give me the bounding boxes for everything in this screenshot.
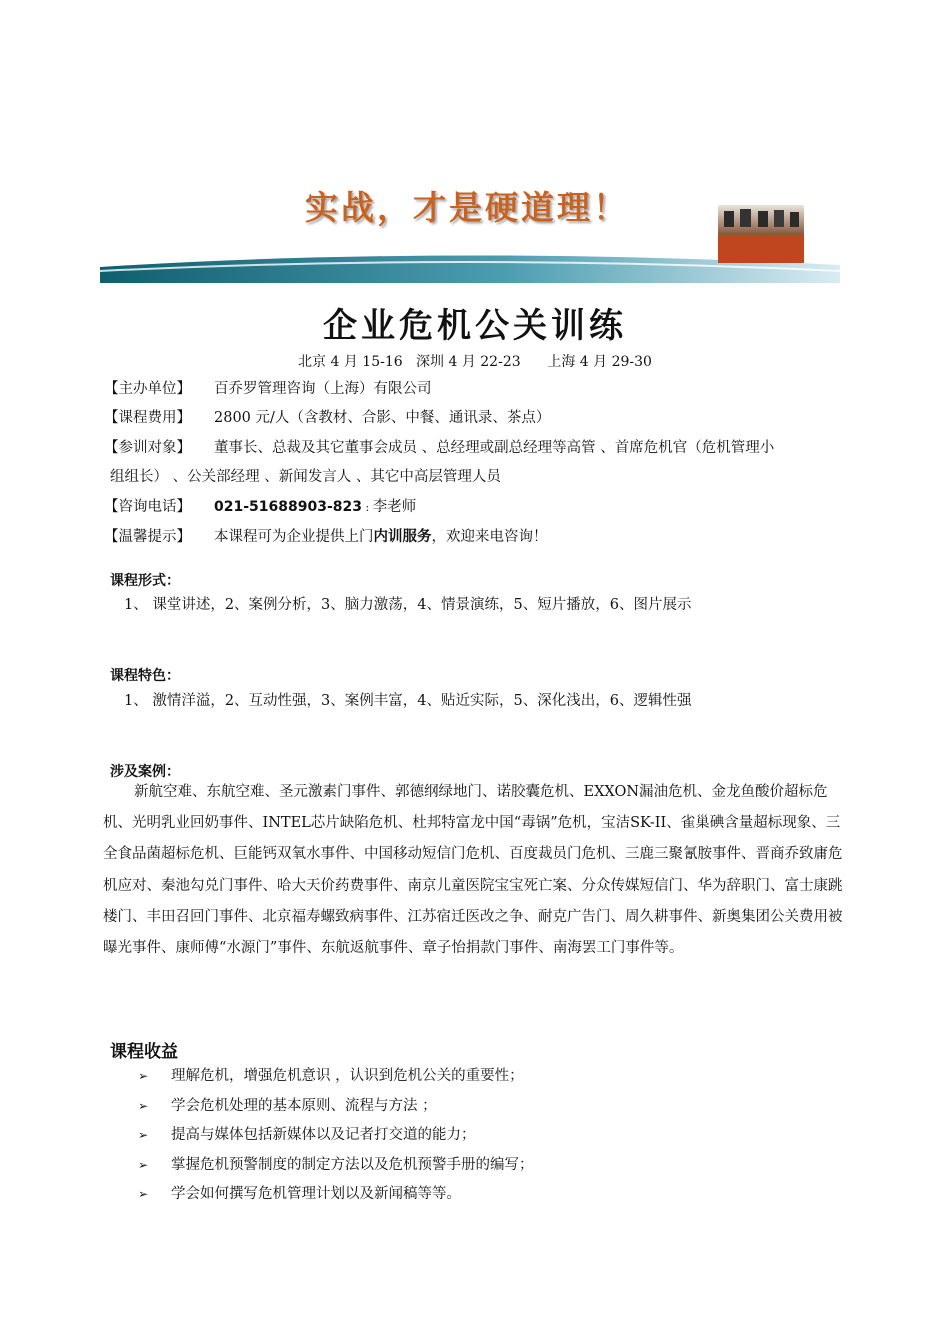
list-item xyxy=(138,1121,534,1151)
info-value: 百乔罗管理咨询（上海）有限公司 xyxy=(214,381,432,397)
arrow-bullet-icon: ➢ xyxy=(138,1128,149,1142)
contact-name: 李老师 xyxy=(372,499,417,515)
info-value-tail: ，欢迎来电咨询！ xyxy=(431,529,548,545)
benefit-text: 学会危机处理的基本原则、流程与方法 ； xyxy=(171,1097,437,1114)
info-label: 【咨询电话】 xyxy=(104,499,191,515)
info-label: 【参训对象】 xyxy=(104,440,191,456)
features-body: 1、 激情洋溢，2、互动性强，3、案例丰富，4、贴近实际，5、深化浅出，6、逻辑性强 xyxy=(124,693,692,709)
info-audience-cont xyxy=(110,463,501,492)
meeting-photo xyxy=(718,205,804,263)
info-fee xyxy=(104,404,550,433)
info-label: 【温馨提示】 xyxy=(104,529,191,545)
cases-heading: 涉及案例： xyxy=(110,764,180,780)
arrow-bullet-icon: ➢ xyxy=(138,1069,149,1083)
arrow-bullet-icon: ➢ xyxy=(138,1157,149,1172)
schedule-line: 北京 4 月 15-16 深圳 4 月 22-23 上海 4 月 29-30 xyxy=(298,354,652,370)
format-body: 1、 课堂讲述，2、案例分析，3、脑力激荡，4、情景演练，5、短片播放，6、图片展示 xyxy=(124,597,692,613)
benefit-text: 掌握危机预警制度的制定方法以及危机预警手册的编写； xyxy=(171,1156,534,1173)
format-heading: 课程形式： xyxy=(110,573,180,589)
info-phone: 【咨询电话】 021-51688903-823 : 李老师 xyxy=(104,493,416,522)
benefit-text: 理解危机，增强危机意识 ，认识到危机公关的重要性； xyxy=(171,1068,524,1084)
info-value: 2800 元/人（含教材、合影、中餐、通讯录、茶点） xyxy=(214,410,551,426)
features-heading: 课程特色： xyxy=(110,668,180,684)
list-item xyxy=(138,1180,534,1210)
benefit-text: 提高与媒体包括新媒体以及记者打交道的能力； xyxy=(171,1127,476,1143)
arrow-bullet-icon: ➢ xyxy=(138,1187,149,1201)
info-tip xyxy=(104,522,548,552)
info-value: 董事长、总裁及其它董事会成员 、总经理或副总经理等高管 、首席危机官（危机管理小 xyxy=(214,440,775,456)
info-organizer xyxy=(104,375,432,404)
phone-number: 021-51688903-823 xyxy=(214,499,362,515)
info-value-bold: 内训服务 xyxy=(373,528,432,545)
benefits-list xyxy=(138,1062,534,1210)
list-item xyxy=(138,1151,534,1181)
page-title: 企业危机公关训练 xyxy=(323,306,627,346)
info-value-cont: 组组长） 、公关部经理 、新闻发言人 、其它中高层管理人员 xyxy=(110,469,501,485)
list-item xyxy=(138,1092,534,1122)
arrow-bullet-icon: ➢ xyxy=(138,1098,149,1113)
benefits-heading: 课程收益 xyxy=(110,1042,178,1062)
banner-slogan: 实战，才是硬道理！ xyxy=(305,188,629,227)
info-label: 【主办单位】 xyxy=(104,381,191,397)
list-item xyxy=(138,1062,534,1092)
cases-body: 新航空难、东航空难、圣元激素门事件、郭德纲绿地门、诺胶囊危机、EXXON漏油危机、金龙鱼酸价超标危机、光明乳业回奶事件、INTEL芯片缺陷危机、杜邦特富龙中国“毒锅”危机，宝洁SK-II、雀巢碘含量超标现象、三全食品菌超标危机、巨能钙双氧水事件、中国移动短信门危机、百度裁员门危机、三鹿三聚氰胺事件、晋商乔致庸危机应对、秦池勾兑门事件、哈大天价药费事件、南京儿童医院宝宝死亡案、分众传媒短信门、华为辞职门、富士康跳楼门、丰田召回门事件、北京福寿螺致病事件、江苏宿迁医改之争、耐克广告门、周久耕事件、新奥集团公关费用被曝光事件、康师傅“水源门”事件、东航返航事件、章子怡捐款门事件、南海罢工门事件等。 xyxy=(103,784,843,957)
info-audience xyxy=(104,434,774,463)
benefit-text: 学会如何撰写危机管理计划以及新闻稿等等。 xyxy=(171,1186,461,1202)
info-value: 本课程可为企业提供上门 xyxy=(214,529,374,545)
info-label: 【课程费用】 xyxy=(104,410,191,426)
